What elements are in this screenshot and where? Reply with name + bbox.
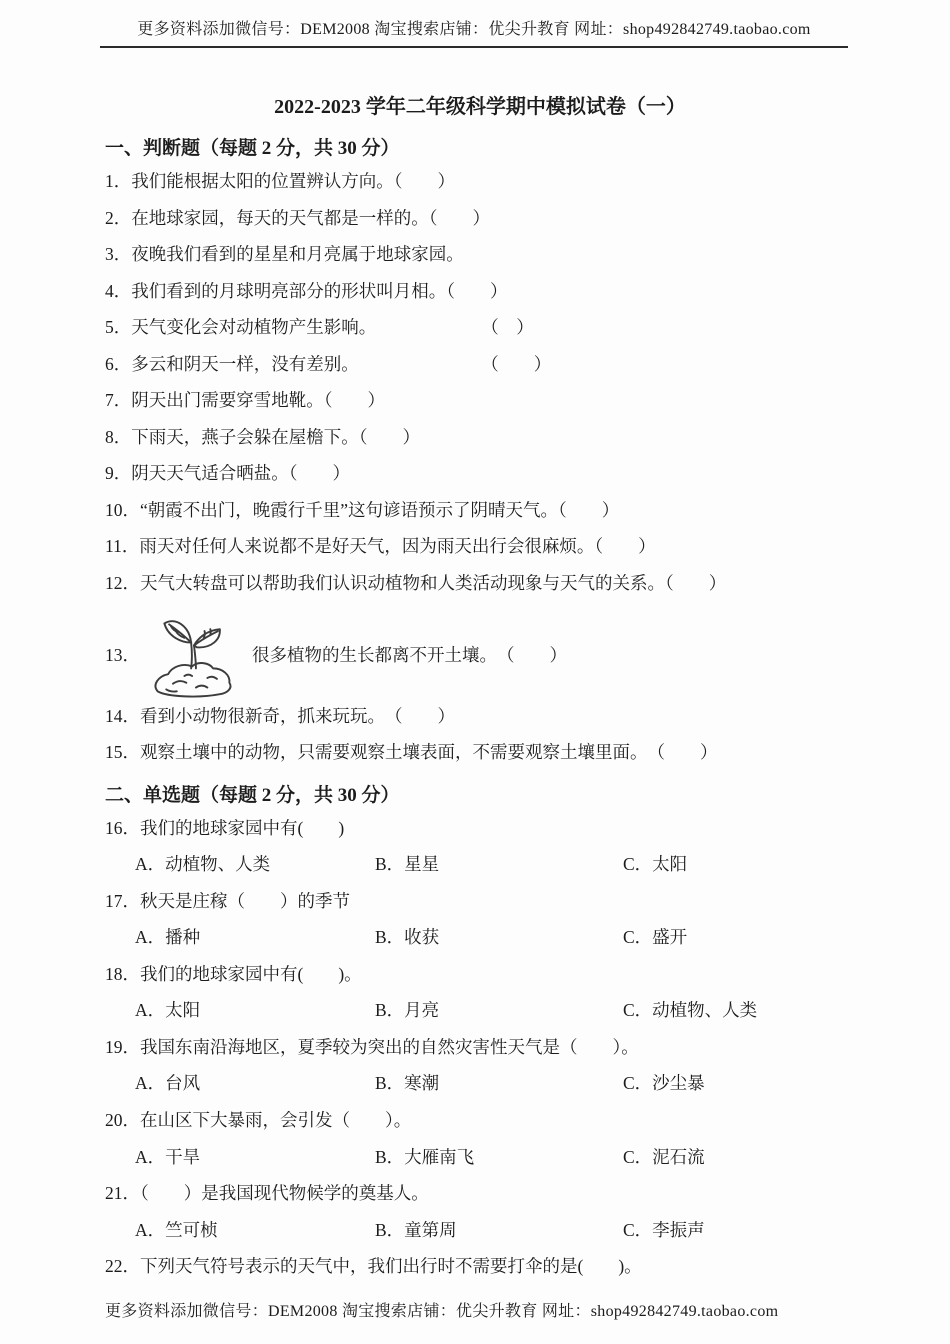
question-21-number: 21． (105, 1183, 140, 1204)
question-16 (105, 819, 855, 838)
question-19-option-b: B．寒潮 (375, 1073, 440, 1094)
question-17-option-c: C．盛开 (623, 927, 688, 948)
question-2-text: 在地球家园，每天的天气都是一样的。（ ） (131, 207, 490, 228)
question-8 (105, 428, 855, 447)
question-15-number: 15． (105, 742, 140, 763)
question-15 (105, 743, 855, 762)
question-11 (105, 537, 855, 556)
question-16-option-c: C．太阳 (623, 854, 688, 875)
question-3-text: 夜晚我们看到的星星和月亮属于地球家园。 (131, 244, 464, 265)
question-17-number: 17． (105, 890, 140, 911)
question-17-options (105, 928, 855, 947)
question-2-number: 2． (105, 207, 132, 228)
exam-title: 2022-2023 学年二年级科学期中模拟试卷（一） (274, 96, 686, 118)
question-14-text: 看到小动物很新奇，抓来玩玩。 （ ） (140, 705, 455, 726)
question-3 (105, 245, 855, 264)
question-20-option-a: A．干旱 (135, 1146, 201, 1167)
question-15-text: 观察土壤中的动物，只需要观察土壤表面，不需要观察土壤里面。 （ ） (140, 742, 718, 763)
question-4 (105, 282, 855, 301)
section-1-heading: 一、判断题（每题 2 分，共 30 分） (105, 138, 400, 159)
question-3-number: 3． (105, 244, 132, 265)
question-20-option-b: B．大雁南飞 (375, 1146, 475, 1167)
question-17 (105, 892, 855, 911)
question-21 (105, 1184, 855, 1203)
question-9-text: 阴天天气适合晒盐。（ ） (131, 463, 350, 484)
question-13-text: 很多植物的生长都离不开土壤。 （ ） (252, 645, 567, 666)
exam-content (105, 90, 855, 1294)
question-18-number: 18． (105, 963, 140, 984)
question-7-number: 7． (105, 390, 132, 411)
question-18 (105, 965, 855, 984)
question-19-options (105, 1074, 855, 1093)
question-1-text: 我们能根据太阳的位置辨认方向。（ ） (131, 171, 455, 191)
question-18-option-c: C．动植物、人类 (623, 1000, 758, 1021)
question-7 (105, 391, 855, 410)
page-footer (105, 1298, 855, 1321)
question-19-option-c: C．沙尘暴 (623, 1073, 705, 1094)
question-8-text: 下雨天，燕子会躲在屋檐下。（ ） (131, 426, 420, 447)
question-7-text: 阴天出门需要穿雪地靴。（ ） (131, 390, 385, 411)
page-header (100, 16, 848, 48)
question-16-number: 16． (105, 817, 140, 838)
question-22-number: 22． (105, 1256, 140, 1277)
question-10-number: 10． (105, 499, 140, 520)
question-1-number: 1． (105, 171, 132, 191)
question-21-option-b: B．童第周 (375, 1219, 457, 1240)
question-16-text: 我们的地球家园中有( ) (140, 817, 345, 838)
question-19 (105, 1038, 855, 1057)
question-18-option-b: B．月亮 (375, 1000, 440, 1021)
question-9-number: 9． (105, 463, 132, 484)
question-12-text: 天气大转盘可以帮助我们认识动植物和人类活动现象与天气的关系。（ ） (140, 573, 727, 594)
question-16-option-b: B．星星 (375, 854, 440, 875)
question-9 (105, 464, 855, 483)
question-22 (105, 1257, 855, 1276)
question-16-option-a: A．动植物、人类 (135, 854, 271, 875)
question-10-text: “朝霞不出门，晚霞行千里”这句谚语预示了阴晴天气。（ ） (140, 499, 620, 520)
question-14-number: 14． (105, 705, 140, 726)
header-promo-text: 更多资料添加微信号：DEM2008 淘宝搜索店铺：优尖升教育 网址：shop492842749.taobao.com (137, 21, 811, 38)
question-17-option-b: B．收获 (375, 927, 440, 948)
question-5 (105, 318, 855, 337)
question-21-options (105, 1221, 855, 1240)
question-8-number: 8． (105, 426, 132, 447)
question-11-text: 雨天对任何人来说都不是好天气，因为雨天出行会很麻烦。（ ） (139, 536, 656, 557)
question-18-option-a: A．太阳 (135, 1000, 201, 1021)
question-17-option-a: A．播种 (135, 927, 201, 948)
question-22-text: 下列天气符号表示的天气中，我们出行时不需要打伞的是( )。 (140, 1256, 642, 1277)
question-6-number: 6． (105, 353, 132, 374)
question-21-option-a: A．竺可桢 (135, 1219, 218, 1240)
question-11-number: 11． (105, 536, 140, 557)
question-5-text: 天气变化会对动植物产生影响。 （ ） (131, 317, 534, 338)
question-16-options (105, 855, 855, 874)
question-18-options (105, 1001, 855, 1020)
question-12-number: 12． (105, 573, 140, 594)
section-2-heading: 二、单选题（每题 2 分，共 30 分） (105, 784, 400, 806)
question-10 (105, 501, 855, 520)
question-5-number: 5． (105, 317, 132, 338)
question-19-text: 我国东南沿海地区，夏季较为突出的自然灾害性天气是（ ）。 (140, 1036, 639, 1057)
question-20 (105, 1111, 855, 1130)
question-13-number: 13． (105, 645, 140, 666)
question-17-text: 秋天是庄稼（ ）的季节 (140, 890, 350, 911)
question-12 (105, 574, 855, 593)
question-6-text: 多云和阴天一样，没有差别。 （ ） (131, 353, 552, 374)
question-20-text: 在山区下大暴雨，会引发（ ）。 (140, 1110, 412, 1131)
question-1 (105, 172, 855, 191)
question-13 (105, 611, 855, 699)
question-6 (105, 355, 855, 374)
question-18-text: 我们的地球家园中有( )。 (140, 963, 362, 984)
question-21-text: （ ）是我国现代物候学的奠基人。 (140, 1183, 429, 1204)
question-21-option-c: C．李振声 (623, 1219, 705, 1240)
question-20-option-c: C．泥石流 (623, 1146, 705, 1167)
seedling-soil-image (150, 611, 238, 699)
question-19-number: 19． (105, 1036, 140, 1057)
question-4-text: 我们看到的月球明亮部分的形状叫月相。（ ） (131, 280, 508, 301)
footer-promo-text: 更多资料添加微信号：DEM2008 淘宝搜索店铺：优尖升教育 网址：shop492842749.taobao.com (105, 1303, 779, 1320)
question-20-number: 20． (105, 1110, 140, 1131)
question-19-option-a: A．台风 (135, 1073, 201, 1094)
question-2 (105, 209, 855, 228)
question-14 (105, 707, 855, 726)
question-4-number: 4． (105, 280, 132, 301)
question-20-options (105, 1148, 855, 1167)
